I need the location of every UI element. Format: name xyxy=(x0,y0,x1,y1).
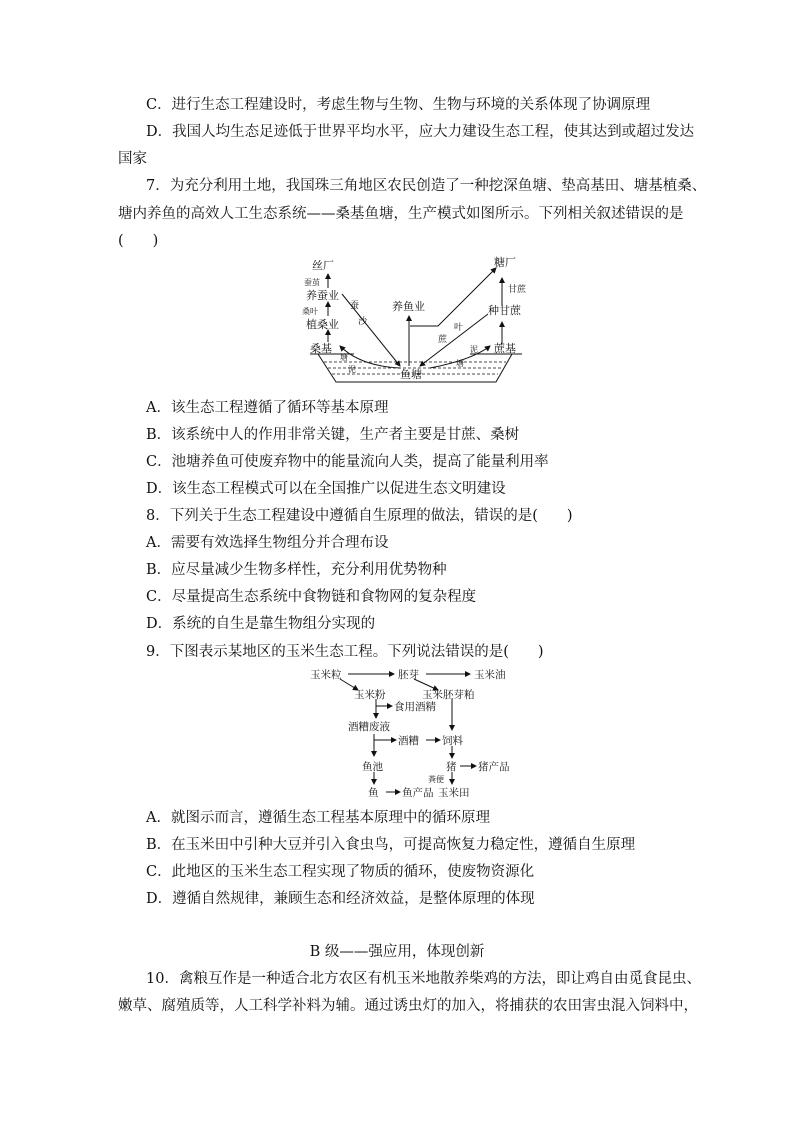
feed-label: 饲料 xyxy=(442,735,463,747)
silkworm-raising-label: 养蚕业 xyxy=(306,289,339,302)
sugarcane-label: 甘蔗 xyxy=(508,285,527,295)
q7-answer-blank: ( ) xyxy=(118,233,159,249)
mulberry-base-label: 桑基 xyxy=(310,342,332,355)
fish-products-label: 鱼产品 xyxy=(402,787,434,799)
fish-label: 鱼 xyxy=(368,787,379,799)
q8-option-b: B．应尽量减少生物多样性，充分利用优势物种 xyxy=(146,562,447,578)
fish-pond-label-2: 鱼池 xyxy=(362,761,383,773)
sugarcane-planting-label: 种甘蔗 xyxy=(488,304,521,317)
corn-ecological-engineering-diagram xyxy=(310,666,530,800)
corn-grain-label: 玉米粒 xyxy=(310,669,342,681)
corn-field-label: 玉米田 xyxy=(438,787,470,799)
pig-label: 猪 xyxy=(446,761,457,773)
q8-stem: 8．下列关于生态工程建设中遵循自生原理的做法，错误的是( ) xyxy=(146,508,573,524)
distillers-grains-label: 酒糟 xyxy=(398,735,419,747)
cocoon-label: 蚕茧 xyxy=(304,278,320,287)
q10-stem-line1: 10．禽粮互作是一种适合北方农区有机玉米地散养柴鸡的方法，即让鸡自由觅食昆虫、 xyxy=(146,971,701,987)
germ-meal-label: 玉米胚芽粕 xyxy=(422,689,475,701)
pond-mud-left-label-2: 泥 xyxy=(348,365,356,374)
q9-option-c: C．此地区的玉米生态工程实现了物质的循环，使废物资源化 xyxy=(146,864,535,880)
manure-label: 粪便 xyxy=(428,775,444,784)
q9-stem: 9．下图表示某地区的玉米生态工程。下列说法错误的是( ) xyxy=(146,644,544,660)
sugar-factory-label: 糖厂 xyxy=(494,256,516,269)
edible-alcohol-label: 食用酒精 xyxy=(394,701,436,713)
section-b-heading: B 级——强应用，体现创新 xyxy=(309,944,485,960)
q6-option-d-line2: 国家 xyxy=(118,151,147,167)
q7-option-c: C．池塘养鱼可使废弃物中的能量流向人类，提高了能量利用率 xyxy=(146,454,549,470)
q8-option-c: C．尽量提高生态系统中食物链和食物网的复杂程度 xyxy=(146,589,477,605)
mulberry-fishpond-diagram xyxy=(290,254,540,390)
pond-mud-right-label-2: 塘 xyxy=(456,359,464,368)
q6-option-d-line1: D．我国人均生态足迹低于世界平均水平，应大力建设生态工程，使其达到或超过发达 xyxy=(146,124,695,140)
q7-option-a: A．该生态工程遵循了循环等基本原理 xyxy=(146,400,389,416)
cane-leaf-label-1: 蔗 xyxy=(438,335,448,345)
q7-option-b: B．该系统中人的作用非常关键，生产者主要是甘蔗、桑树 xyxy=(146,427,520,443)
silkworm-sand-label-1: 蚕 xyxy=(350,301,360,311)
corn-oil-label: 玉米油 xyxy=(474,669,506,681)
distillers-waste-label: 酒糟废液 xyxy=(348,721,390,733)
q9-option-b: B．在玉米田中引种大豆并引入食虫鸟，可提高恢复力稳定性，遵循自生原理 xyxy=(146,837,636,853)
pond-mud-left-label-1: 塘 xyxy=(340,353,348,362)
germ-label: 胚芽 xyxy=(398,669,419,681)
q9-option-a: A．就图示而言，遵循生态工程基本原理中的循环原理 xyxy=(146,810,490,826)
q8-option-d: D．系统的自生是靠生物组分实现的 xyxy=(146,616,376,632)
mulberry-planting-label: 植桑业 xyxy=(306,318,339,331)
pond-mud-right-label-1: 泥 xyxy=(470,345,478,354)
corn-flour-label: 玉米粉 xyxy=(354,689,386,701)
q7-stem-line2: 塘内养鱼的高效人工生态系统——桑基鱼塘，生产模式如图所示。下列相关叙述错误的是 xyxy=(118,206,684,222)
pork-products-label: 猪产品 xyxy=(478,761,510,773)
q7-stem-line1: 7．为充分利用土地，我国珠三角地区农民创造了一种挖深鱼塘、垫高基田、塘基植桑、 xyxy=(146,178,707,194)
silkworm-sand-label-2: 沙 xyxy=(358,317,368,327)
q6-option-c: C．进行生态工程建设时，考虑生物与生物、生物与环境的关系体现了协调原理 xyxy=(146,97,651,113)
cane-leaf-label-2: 叶 xyxy=(454,323,464,333)
q9-option-d: D．遵循自然规律，兼顾生态和经济效益，是整体原理的体现 xyxy=(146,891,535,907)
q10-stem-line2: 嫩草、腐殖质等，人工科学补料为辅。通过诱虫灯的加入，将捕获的农田害虫混入饲料中， xyxy=(118,998,698,1014)
cane-base-label: 蔗基 xyxy=(494,342,516,355)
q8-option-a: A．需要有效选择生物组分并合理布设 xyxy=(146,535,389,551)
q7-option-d: D．该生态工程模式可以在全国推广以促进生态文明建设 xyxy=(146,481,506,497)
fish-pond-label: 鱼塘 xyxy=(400,368,422,381)
mulberry-leaf-label: 桑叶 xyxy=(302,307,318,316)
silk-factory-label: 丝厂 xyxy=(312,259,334,272)
fish-farming-label: 养鱼业 xyxy=(392,300,425,313)
